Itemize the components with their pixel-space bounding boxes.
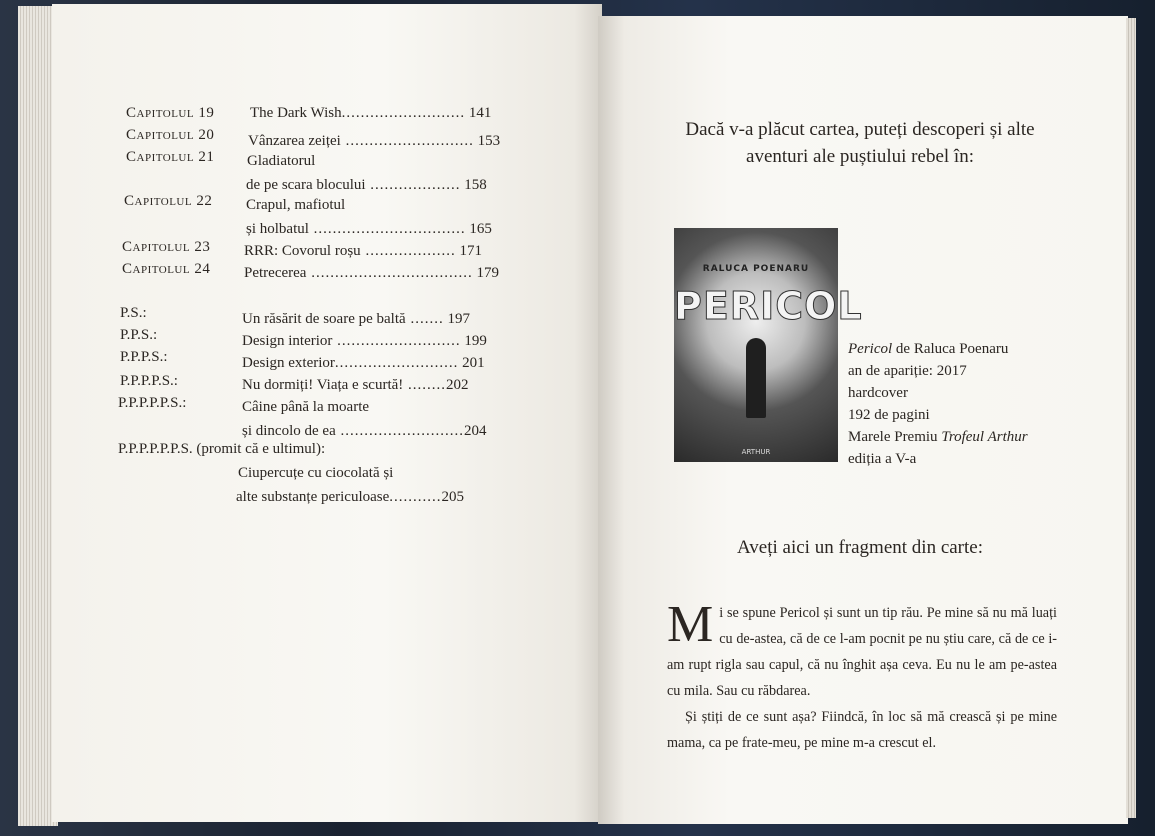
toc-page-number: 141 — [468, 105, 492, 121]
toc-postscript-label: P.P.S.: — [120, 327, 158, 343]
cover-title: PERICOL — [674, 284, 863, 328]
toc-page-number: 171 — [459, 243, 482, 259]
award-prefix: Marele Premiu — [848, 429, 942, 445]
book-excerpt — [667, 596, 1057, 756]
toc-entry-title: alte substanțe periculoase — [236, 489, 390, 505]
toc-entry: P.P.P.P.P.P.S. (promit că e ultimul): Ciupercuțe cu ciocolată și alte substanțe periculoase...........205 — [118, 441, 465, 505]
toc-entry: P.P.S.: Design interior .......................... 199 — [120, 327, 487, 349]
toc-entry: P.P.P.P.P.S.: Câine până la moarte și dincolo de ea ..........................204 — [118, 395, 487, 439]
toc-entry: P.P.P.S.: Design exterior.......................... 201 — [120, 349, 485, 371]
award-name: Trofeul Arthur — [941, 429, 1028, 445]
toc-page-number: 165 — [469, 221, 492, 237]
toc-postscript-label: P.S.: — [120, 305, 147, 321]
toc-entry: Capitolul 24 Petrecerea .................................. 179 — [122, 261, 499, 281]
toc-page-number: 205 — [441, 489, 465, 505]
toc-chapter-label: Capitolul 24 — [122, 261, 211, 277]
toc-page-number: 158 — [464, 177, 487, 193]
book-edition: ediția a V-a — [848, 451, 917, 467]
cover-publisher: ARTHUR — [741, 448, 771, 456]
toc-entry-title: Vânzarea zeiței — [248, 133, 341, 149]
toc-entry: Capitolul 20 Vânzarea zeiței ........................... 153 — [126, 127, 501, 149]
toc-entry: P.P.P.P.S.: Nu dormiți! Viața e scurtă! ........202 — [120, 373, 469, 393]
toc-entry-title: Un răsărit de soare pe baltă — [242, 311, 406, 327]
toc-entry: Capitolul 22 Crapul, mafiotul și holbatul ................................ 165 — [124, 193, 492, 237]
cover-figure-silhouette — [746, 338, 766, 418]
promo-intro — [640, 116, 1080, 170]
cover-author: RALUCA POENARU — [702, 264, 810, 274]
book-cover-image — [674, 228, 863, 462]
toc-entry-title: The Dark Wish — [250, 105, 342, 121]
book-pages: 192 de pagini — [848, 407, 930, 423]
toc-chapter-label: Capitolul 23 — [122, 239, 211, 255]
toc-entry-title: și holbatul — [246, 221, 309, 237]
toc-postscript-label: P.P.P.P.S.: — [120, 373, 178, 389]
toc-entry: Capitolul 19 The Dark Wish.......................... 141 — [126, 105, 492, 121]
toc-entry: Capitolul 23 RRR: Covorul roșu ................... 171 — [122, 239, 482, 259]
toc-entry-title: Petrecerea — [244, 265, 307, 281]
book-author: de Raluca Poenaru — [892, 341, 1009, 357]
book-award — [848, 426, 1028, 448]
toc-postscript-label: P.P.P.P.P.P.S. (promit că e ultimul): — [118, 441, 326, 457]
drop-cap: M — [667, 596, 714, 653]
book-year: an de apariție: 2017 — [848, 363, 967, 379]
fragment-heading: Aveți aici un fragment din carte: — [736, 537, 984, 558]
toc-chapter-label: Capitolul 21 — [126, 149, 215, 165]
toc-entry: Capitolul 21 Gladiatorul de pe scara blocului ................... 158 — [126, 149, 487, 193]
toc-page-number: 201 — [462, 355, 485, 371]
toc-entry-title: Design interior — [242, 333, 333, 349]
book-title: Pericol — [848, 341, 893, 357]
book-info — [848, 338, 1028, 470]
toc-page-number: 197 — [447, 311, 470, 327]
toc-page-number: 202 — [446, 377, 469, 393]
page-edges-right — [1126, 18, 1136, 818]
book-format: hardcover — [848, 385, 908, 401]
toc-page-number: 204 — [463, 423, 487, 439]
toc-entry-title: RRR: Covorul roșu — [244, 243, 361, 259]
toc-entry: P.S.: Un răsărit de soare pe baltă ....... 197 — [120, 305, 470, 327]
toc-postscript-label: P.P.P.S.: — [120, 349, 168, 365]
toc-entry-title: Ciupercuțe cu ciocolată și — [238, 465, 394, 481]
toc-page-number: 179 — [476, 265, 499, 281]
toc-chapter-label: Capitolul 22 — [124, 193, 213, 209]
book-title-author — [848, 338, 1028, 360]
promo-intro-line: aventuri ale puștiului rebel în: — [746, 146, 974, 167]
toc-chapter-label: Capitolul 20 — [126, 127, 215, 143]
excerpt-paragraph: i se spune Pericol și sunt un tip rău. Pe mine să nu mă luați cu de-astea, că de ce l-am pocnit pe nu știu care, că de ce i-am rupt rigla sau capul, că nu înghit așa ceva. Eu nu le am pe-astea cu mila. Sau cu răbdarea. — [667, 605, 1057, 699]
toc-chapter-label: Capitolul 19 — [126, 105, 215, 121]
excerpt-paragraph: Și știți de ce sunt așa? Fiindcă, în loc să mă crească și pe mine mama, ca pe frate-meu, pe mine m-a crescut el. — [667, 709, 1057, 751]
toc-postscript-label: P.P.P.P.P.S.: — [118, 395, 187, 411]
toc-entry-title: Câine până la moarte — [242, 399, 370, 415]
toc-entry-title: Design exterior — [242, 355, 335, 371]
toc-page-number: 199 — [464, 333, 487, 349]
toc-page-number: 153 — [477, 133, 501, 149]
toc-entry-title: Nu dormiți! Viața e scurtă! — [242, 377, 404, 393]
toc-entry-title: Crapul, mafiotul — [246, 197, 346, 213]
promo-intro-line: Dacă v-a plăcut cartea, puteți descoperi și alte — [685, 119, 1035, 140]
toc-entry-title: și dincolo de ea — [242, 423, 336, 439]
toc-entry-title: Gladiatorul — [247, 153, 316, 169]
toc-entry-title: de pe scara blocului — [246, 177, 366, 193]
